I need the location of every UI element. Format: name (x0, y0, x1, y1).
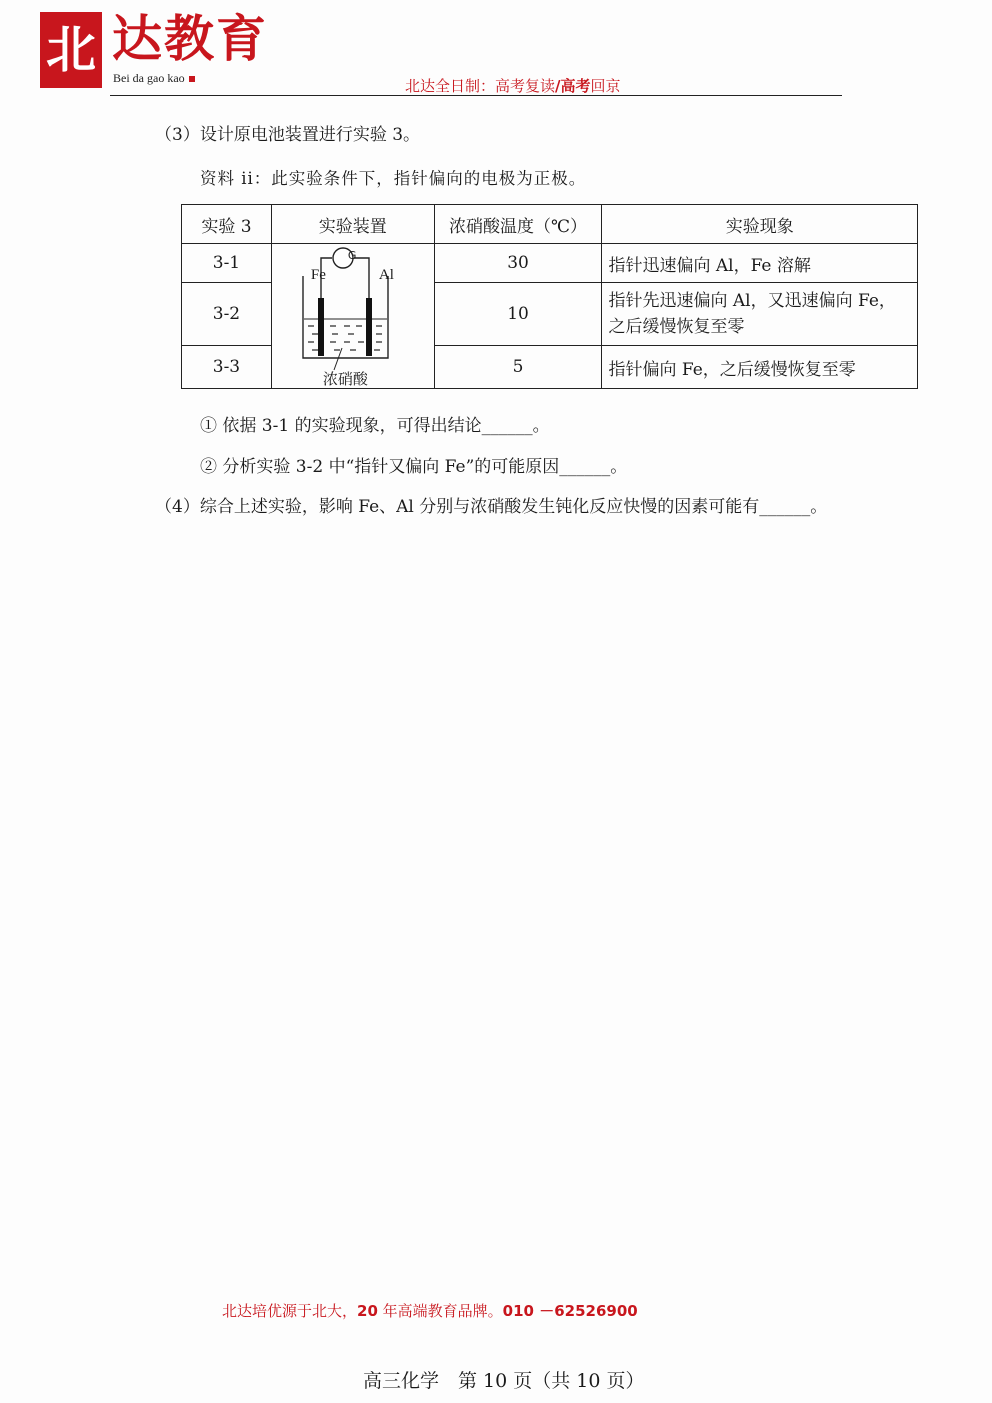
row-phenomenon: 指针迅速偏向 Al，Fe 溶解 (602, 244, 918, 283)
header-apparatus: 实验装置 (271, 205, 434, 244)
header-temperature: 浓硝酸温度（℃） (434, 205, 602, 244)
table-row (182, 244, 918, 283)
header-divider (110, 95, 842, 96)
reference-note: 资料 ii：此实验条件下，指针偏向的电极为正极。 (200, 169, 587, 188)
sub-question-1: ① 依据 3-1 的实验现象，可得出结论______。 (200, 416, 550, 436)
header-slogan: 北达全日制：高考复读/高考回京 (405, 77, 621, 95)
experiment-table (181, 204, 918, 389)
fe-label: Fe (310, 267, 326, 283)
page-number: 高三化学 第 10 页（共 10 页） (363, 1370, 645, 1392)
row-phenomenon: 指针先迅速偏向 Al，又迅速偏向 Fe，之后缓慢恢复至零 (602, 283, 918, 346)
sub-question-2: ② 分析实验 3-2 中“指针又偏向 Fe”的可能原因______。 (200, 457, 628, 477)
row-id: 3-1 (182, 244, 272, 283)
footer-promo: 北达培优源于北大，20 年高端教育品牌。010 －62526900 (222, 1302, 638, 1320)
row-temperature: 10 (434, 283, 602, 346)
solution-label: 浓硝酸 (322, 370, 368, 388)
fe-electrode (318, 298, 324, 356)
brand-name: 达教育 (112, 9, 268, 68)
brand-square-icon (189, 76, 195, 82)
brand-pinyin: Bei da gao kao (113, 71, 195, 86)
apparatus-cell (271, 244, 434, 389)
header-phenomenon: 实验现象 (602, 205, 918, 244)
row-phenomenon: 指针偏向 Fe，之后缓慢恢复至零 (602, 346, 918, 389)
al-label: Al (378, 267, 394, 283)
header-experiment: 实验 3 (182, 205, 272, 244)
row-temperature: 5 (434, 346, 602, 389)
row-id: 3-2 (182, 283, 272, 346)
table-header-row (182, 205, 918, 244)
logo-mark: 北 (40, 12, 102, 88)
question-4: （4）综合上述实验，影响 Fe、Al 分别与浓硝酸发生钝化反应快慢的因素可能有______。 (155, 497, 828, 517)
row-id: 3-3 (182, 346, 272, 389)
galvanometer-label: G (347, 249, 357, 262)
al-electrode (366, 298, 372, 356)
row-temperature: 30 (434, 244, 602, 283)
question-3-title: （3）设计原电池装置进行实验 3。 (155, 125, 421, 145)
